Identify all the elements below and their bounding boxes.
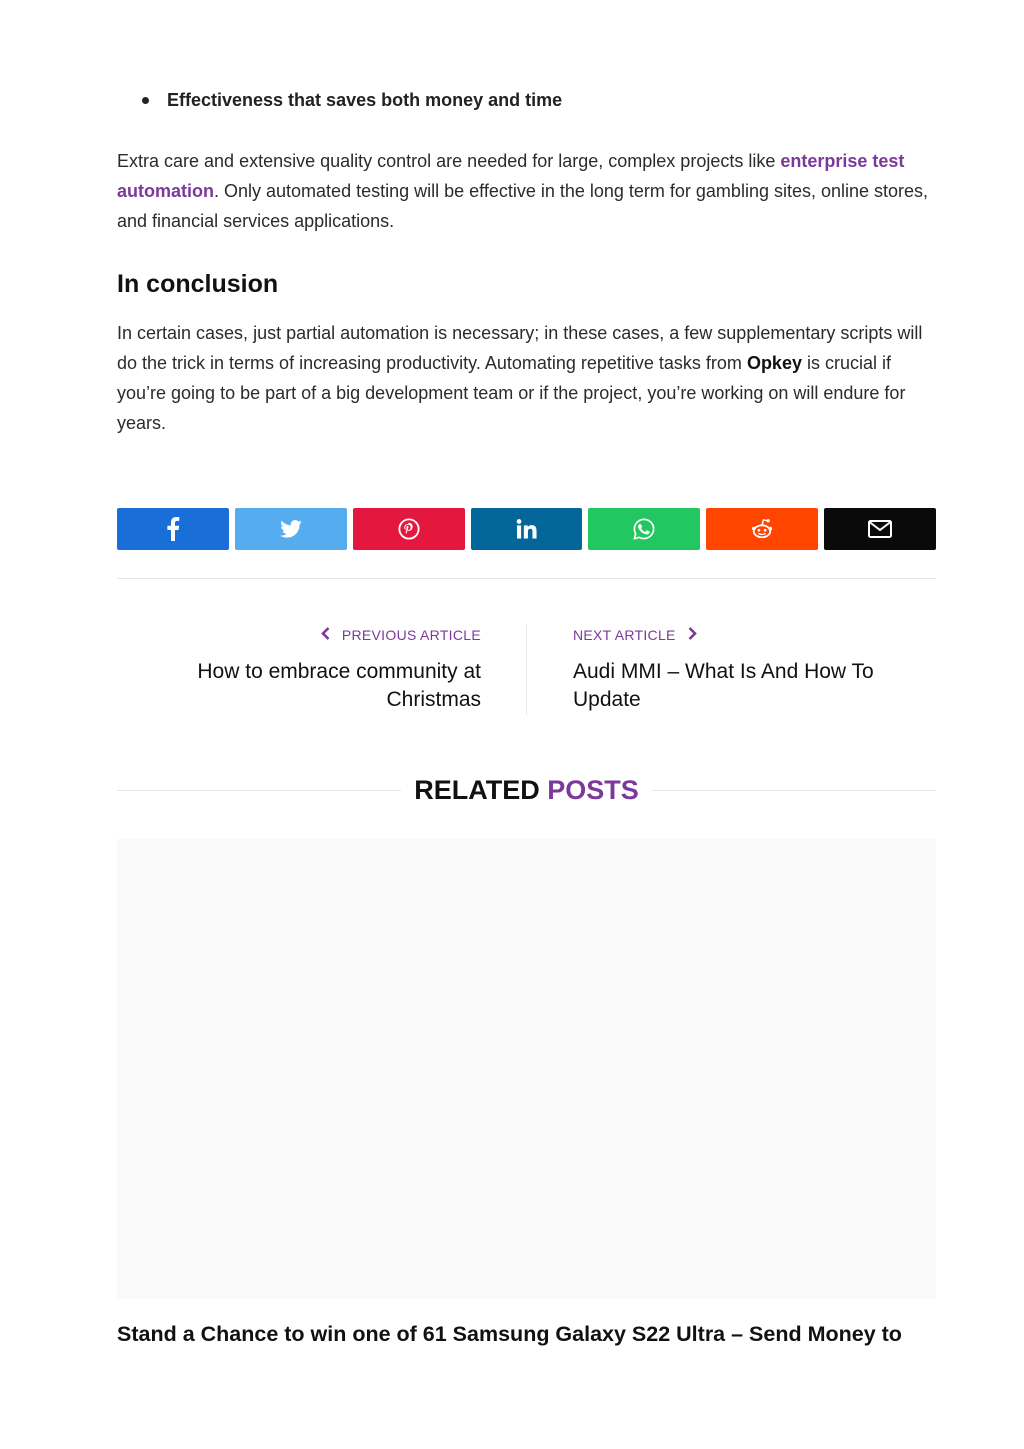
share-bar bbox=[117, 508, 936, 550]
paragraph-text: In certain cases, just partial automation is necessary; in these cases, a few supplementary scripts will do the trick in terms of increasing productivity. Automating repetitive tasks from bbox=[117, 323, 923, 373]
chevron-left-icon bbox=[321, 624, 330, 646]
related-posts-header bbox=[117, 772, 936, 808]
related-post-thumbnail[interactable] bbox=[117, 839, 936, 1299]
twitter-icon bbox=[280, 520, 302, 538]
previous-article-link[interactable] bbox=[151, 624, 481, 714]
paragraph-text: . Only automated testing will be effective in the long term for gambling sites, online stores, and financial services applications. bbox=[117, 181, 929, 231]
paragraph-text: is crucial if you’re going to be part of a big development team or if the project, you’re working on will endure for years. bbox=[117, 353, 906, 433]
related-heading-part1: RELATED bbox=[414, 775, 540, 805]
paragraph-automation bbox=[117, 146, 936, 236]
email-icon bbox=[868, 520, 892, 538]
related-heading-part2: POSTS bbox=[547, 775, 639, 805]
post-navigation bbox=[117, 624, 936, 716]
related-posts-heading bbox=[117, 772, 936, 808]
share-facebook-button[interactable] bbox=[117, 508, 229, 550]
next-article-title[interactable]: Audi MMI – What Is And How To Update bbox=[573, 660, 874, 711]
previous-article-title[interactable]: How to embrace community at Christmas bbox=[197, 660, 481, 711]
bullet-item: Effectiveness that saves both money and time bbox=[117, 86, 562, 114]
share-pinterest-button[interactable] bbox=[353, 508, 465, 550]
next-article-link[interactable] bbox=[573, 624, 903, 714]
whatsapp-icon bbox=[633, 518, 655, 540]
share-whatsapp-button[interactable] bbox=[588, 508, 700, 550]
enterprise-test-automation-link[interactable]: enterprise test automation bbox=[117, 151, 905, 201]
paragraph-conclusion bbox=[117, 318, 936, 438]
opkey-bold: Opkey bbox=[746, 353, 802, 373]
share-email-button[interactable] bbox=[824, 508, 936, 550]
share-reddit-button[interactable] bbox=[706, 508, 818, 550]
pinterest-icon bbox=[398, 518, 420, 540]
chevron-right-icon bbox=[688, 624, 697, 646]
previous-article-label: PREVIOUS ARTICLE bbox=[341, 627, 481, 643]
bullet-list bbox=[117, 86, 562, 114]
related-post-title[interactable]: Stand a Chance to win one of 61 Samsung Galaxy S22 Ultra – Send Money to bbox=[117, 1322, 902, 1346]
previous-article-label-row bbox=[321, 624, 481, 646]
nav-separator bbox=[526, 624, 527, 715]
divider bbox=[117, 578, 936, 579]
conclusion-heading: In conclusion bbox=[117, 270, 279, 298]
reddit-icon bbox=[750, 518, 774, 540]
share-twitter-button[interactable] bbox=[235, 508, 347, 550]
share-linkedin-button[interactable] bbox=[471, 508, 583, 550]
next-article-label-row bbox=[573, 624, 697, 646]
paragraph-text: Extra care and extensive quality control are needed for large, complex projects like bbox=[117, 151, 781, 171]
facebook-icon bbox=[166, 517, 180, 541]
linkedin-icon bbox=[516, 519, 538, 539]
next-article-label: NEXT ARTICLE bbox=[573, 627, 676, 643]
